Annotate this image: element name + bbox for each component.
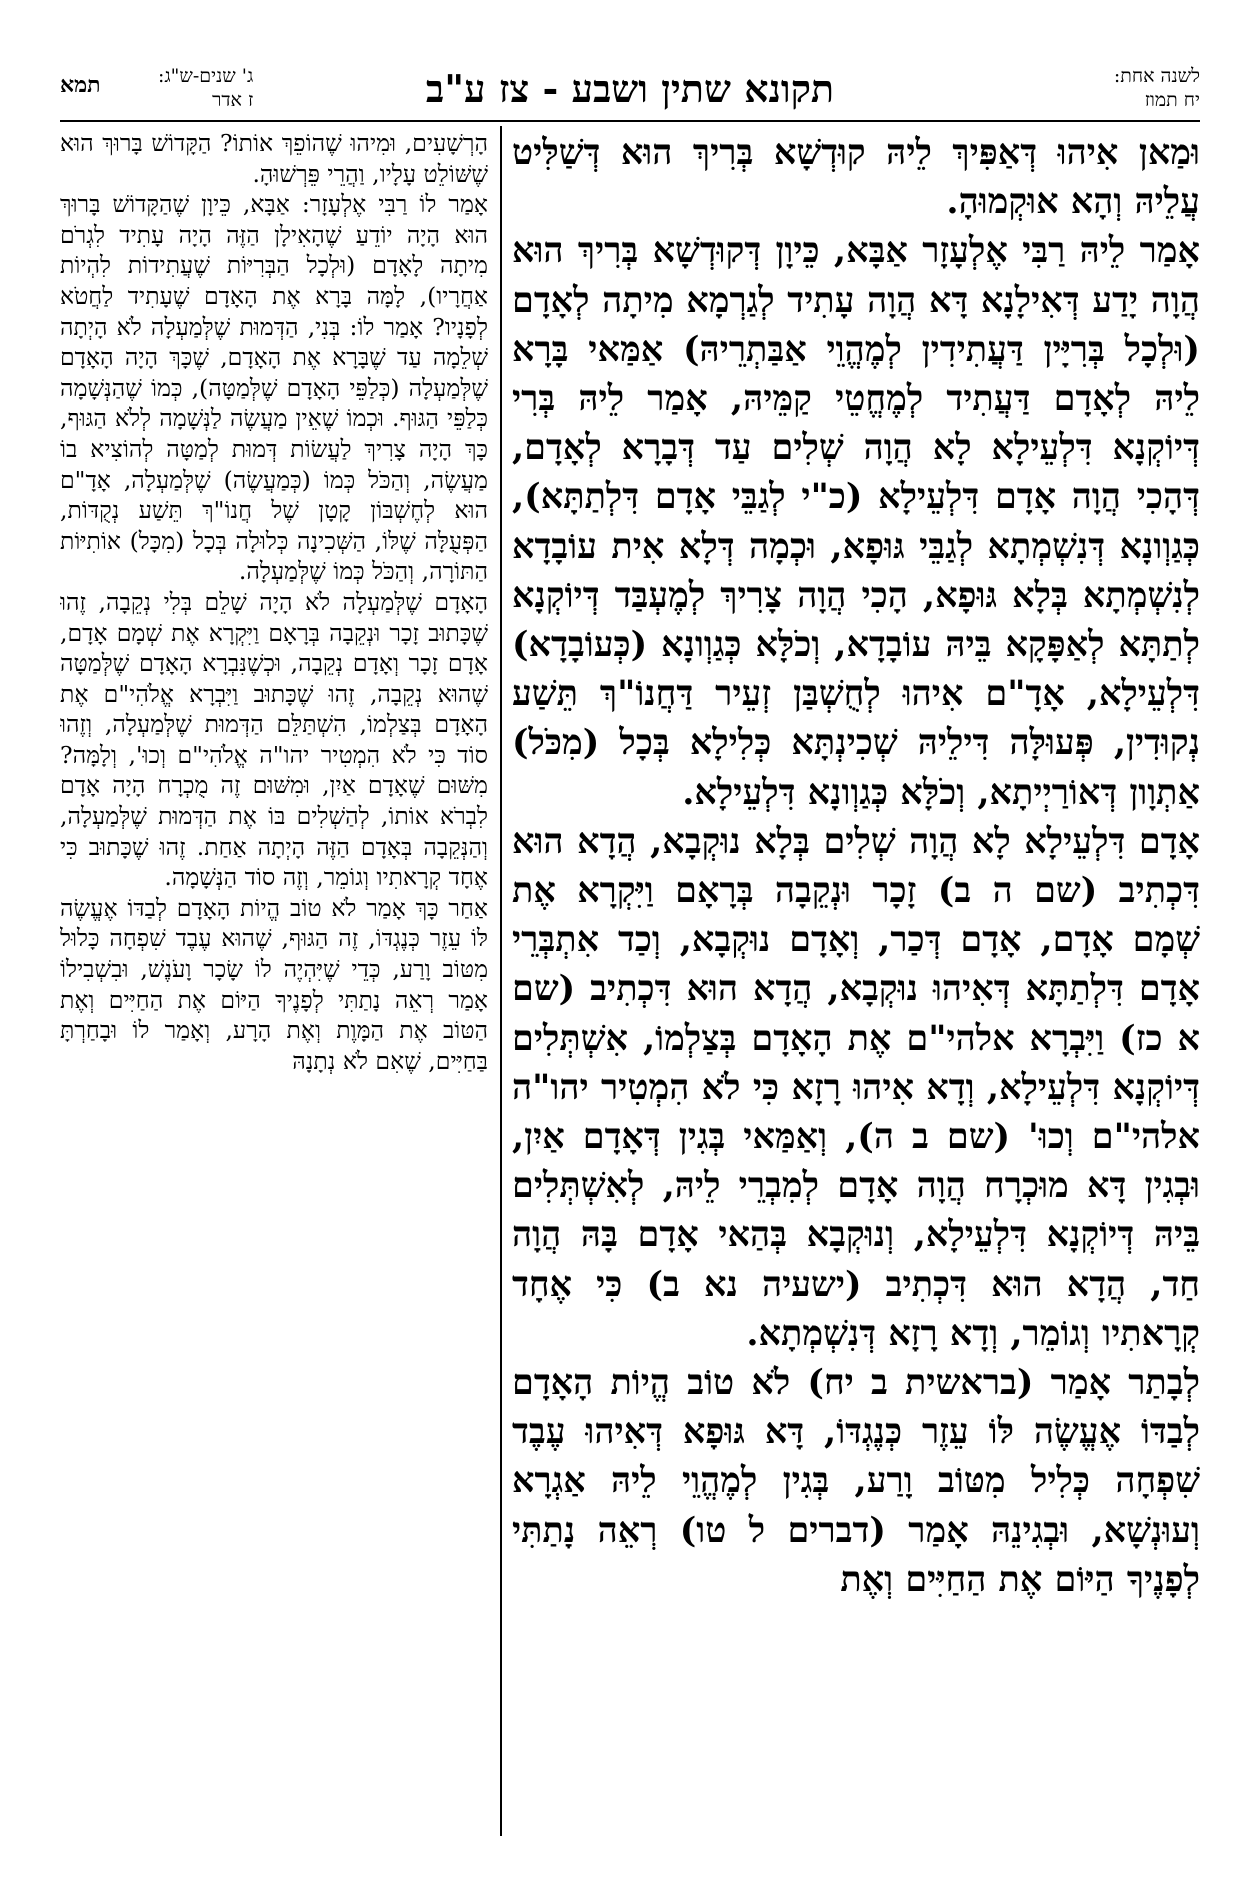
main-paragraph-4: לְבָתַר אָמַר (בראשית ב יח) לֹא טוֹב הֱיוֹת הָאָדָם לְבַדּוֹ אֶעֱשֶׂה לּוֹ עֵזֶר כְּנֶגְדּוֹ, דָּא גּוּפָא דְּאִיהוּ עֶבֶד שִׁפְחָה כְּלִיל מִטּוֹב וָרַע, בְּגִין לְמֶהֱוֵי לֵיהּ אַגְרָא וְעוּנְשָׁא, וּבְגִינֵהּ אָמַר (דברים ל טו) רְאֵה נָתַתִּי לְפָנֶיךָ הַיּוֹם אֶת הַחַיִּים וְאֶת xyxy=(512,1362,1200,1600)
main-paragraph-2: אָמַר לֵיהּ רַבִּי אֶלְעָזָר אַבָּא, כֵּיוָן דְּקוּדְשָׁא בְּרִיךְ הוּא הֲוָה יָדַע דְּאִילָנָא דָּא הֲוָה עָתִיד לְגַרְמָא מִיתָה לְאָדָם (וּלְכָל בְּרִיָּין דַּעֲתִידִין לְמֶהֱוֵי אַבַּתְרֵיהּ) אַמַּאי בָּרָא לֵיהּ לְאָדָם דַּעֲתִיד לְמֶחֱטֵי קַמֵּיהּ, אָמַר לֵיהּ בְּרִי דְּיוֹקְנָא דִּלְעֵילָא לָא הֲוָה שְׁלִים עַד דְּבָרָא לְאָדָם, דְּהָכִי הֲוָה אָדָם דִּלְעֵילָא (כ"י לְגַבֵּי אָדָם דִּלְתַתָּא), כְּגַוְונָא דְּנִשְׁמְתָא לְגַבֵּי גּוּפָא, וּכְמָה דְּלָא אִית עוֹבָדָא לְנִשְׁמְתָא בְּלָא גּוּפָא, הָכִי הֲוָה צָרִיךְ לְמֶעְבַּד דְּיוֹקְנָא לְתַתָּא לְאַפָּקָא בֵּיהּ עוֹבָדָא, וְכֹלָּא כְּגַוְונָא (כְּעוֹבָדָא) דִּלְעֵילָא, אָדָ"ם אִיהוּ לְחֻשְׁבַּן זְעֵיר דַּחֲנוֹ"ךְ תֵּשַׁע נְקוּדִין, פְּעוּלָּה דִּילֵיהּ שְׁכִינְתָּא כְּלִילָא בְּכָל (מִכֹּל) אַתְוָון דְּאוֹרַיְיתָא, וְכֹלָּא כְּגַוְונָא דִּלְעֵילָא. xyxy=(512,230,1200,813)
three-years-date: ז אדר xyxy=(212,89,254,111)
side-paragraph-3: הָאָדָם שֶׁלְּמַעְלָה לֹא הָיָה שָׁלֵם בְּלִי נְקֵבָה, זֶהוּ שֶׁכָּתוּב זָכָר וּנְקֵבָה בְּרָאָם וַיִּקְרָא אֶת שְׁמָם אָדָם, אָדָם זָכָר וְאָדָם נְקֵבָה, וּכְשֶׁנִּבְרָא הָאָדָם שֶׁלְּמַטָּה שֶׁהוּא נְקֵבָה, זֶהוּ שֶׁכָּתוּב וַיִּבְרָא אֱלֹהִי"ם אֶת הָאָדָם בְּצַלְמוֹ, הִשְׁתַּלֵּם הַדְּמוּת שֶׁלְּמַעְלָה, וְזֶהוּ סוֹד כִּי לֹא הִמְטִיר יהו"ה אֱלֹהִי"ם וְכוּ', וְלָמָּה? מִשּׁוּם שֶׁאָדָם אַיִן, וּמִשּׁוּם זֶה מֻכְרָח הָיָה אָדָם לִבְרֹא אוֹתוֹ, לְהַשְׁלִים בּוֹ אֶת הַדְּמוּת שֶׁלְּמַעְלָה, וְהַנְּקֵבָה בְּאָדָם הַזֶּה הָיְתָה אַחַת. זֶהוּ שֶׁכָּתוּב כִּי אֶחָד קְרָאתִיו וְגוֹמֵר, וְזֶה סוֹד הַנְּשָׁמָה. xyxy=(60,587,488,892)
aramaic-main-column xyxy=(512,128,1200,1833)
side-paragraph-1: הָרְשָׁעִים, וּמִיהוּ שֶׁהוֹפֵךְ אוֹתוֹ? הַקָּדוֹשׁ בָּרוּךְ הוּא שֶׁשּׁוֹלֵט עָלָיו, וַהֲרֵי פֵּרְשׁוּהָ. xyxy=(60,129,488,188)
header-rule xyxy=(60,120,1200,122)
page-number-label: תמא xyxy=(60,72,101,98)
main-paragraph-3: אָדָם דִּלְעֵילָא לָא הֲוָה שְׁלִים בְּלָא נוּקְבָא, הֲדָא הוּא דִּכְתִיב (שם ה ב) זָכָר וּנְקֵבָה בְּרָאָם וַיִּקְרָא אֶת שְׁמָם אָדָם, אָדָם דְּכַר, וְאָדָם נוּקְבָא, וְכַד אִתְבְּרֵי אָדָם דִּלְתַתָּא דְּאִיהוּ נוּקְבָא, הֲדָא הוּא דִּכְתִיב (שם א כז) וַיִּבְרָא אלהי"ם אֶת הָאָדָם בְּצַלְמוֹ, אִשְׁתְּלִים דְּיוֹקְנָא דִּלְעֵילָא, וְדָא אִיהוּ רָזָא כִּי לֹא הִמְטִיר יהו"ה אלהי"ם וְכוּ' (שם ב ה), וְאַמַּאי בְּגִין דְּאָדָם אַיִן, וּבְגִין דָּא מוּכְרָח הֲוָה אָדָם לְמִבְרֵי לֵיהּ, לְאִשְׁתְּלִים בֵּיהּ דְּיוֹקְנָא דִּלְעֵילָא, וְנוּקְבָא בְּהַאי אָדָם בָּהּ הֲוָה חַד, הֲדָא הוּא דִּכְתִיב (ישעיה נא ב) כִּי אֶחָד קְרָאתִיו וְגוֹמֵר, וְדָא רָזָא דְּנִשְׁמְתָא. xyxy=(512,820,1200,1354)
main-paragraph-1: וּמַאן אִיהוּ דְּאַפִּיךְ לֵיהּ קוּדְשָׁא בְּרִיךְ הוּא דְּשַׁלִּיט עֲלֵיהּ וְהָא אוּקְמוּהָ. xyxy=(512,132,1200,223)
one-year-date: יח תמוז xyxy=(1144,89,1200,111)
side-paragraph-2: אָמַר לוֹ רַבִּי אֶלְעָזָר: אַבָּא, כֵּיוָן שֶׁהַקָּדוֹשׁ בָּרוּךְ הוּא הָיָה יוֹדֵעַ שֶׁהָאִילָן הַזֶּה הָיָה עָתִיד לִגְרֹם מִיתָה לָאָדָם (וּלְכָל הַבְּרִיּוֹת שֶׁעֲתִידוֹת לִהְיוֹת אַחֲרָיו), לָמָּה בָּרָא אֶת הָאָדָם שֶׁעָתִיד לַחֲטֹא לְפָנָיו? אָמַר לוֹ: בְּנִי, הַדְּמוּת שֶׁלְּמַעְלָה לֹא הָיְתָה שְׁלֵמָה עַד שֶׁבָּרָא אֶת הָאָדָם, שֶׁכָּךְ הָיָה הָאָדָם שֶׁלְּמַעְלָה (כְּלַפֵּי הָאָדָם שֶׁלְּמַטָּה), כְּמוֹ שֶׁהַנְּשָׁמָה כְּלַפֵּי הַגּוּף. וּכְמוֹ שֶׁאֵין מַעֲשֶׂה לַנְּשָׁמָה לְלֹא הַגּוּף, כָּךְ הָיָה צָרִיךְ לַעֲשׂוֹת דְּמוּת לְמַטָּה לְהוֹצִיא בוֹ מַעֲשֶׂה, וְהַכֹּל כְּמוֹ (כְּמַעֲשֶׂה) שֶׁלְּמַעְלָה, אָדָ"ם הוּא לְחֶשְׁבּוֹן קָטָן שֶׁל חֲנוֹ"ךְ תֵּשַׁע נְקֻדּוֹת, הַפְּעֻלָּה שֶׁלּוֹ, הַשְּׁכִינָה כְּלוּלָה בְּכָל (מִכָּל) אוֹתִיּוֹת הַתּוֹרָה, וְהַכֹּל כְּמוֹ שֶׁלְּמַעְלָה. xyxy=(60,190,488,586)
column-divider xyxy=(500,126,502,1836)
page-header xyxy=(60,64,1200,116)
side-paragraph-4: אַחַר כָּךְ אָמַר לֹא טוֹב הֱיוֹת הָאָדָם לְבַדּוֹ אֶעֱשֶׂה לּוֹ עֵזֶר כְּנֶגְדּוֹ, זֶה הַגּוּף, שֶׁהוּא עֶבֶד שִׁפְחָה כָּלוּל מִטּוֹב וָרַע, כְּדֵי שֶׁיִּהְיֶה לוֹ שָׂכָר וָעֹנֶשׁ, וּבִשְׁבִילוֹ אָמַר רְאֵה נָתַתִּי לְפָנֶיךָ הַיּוֹם אֶת הַחַיִּים וְאֶת הַטּוֹב אֶת הַמָּוֶת וְאֶת הָרָע, וְאָמַר לוֹ וּבָחַרְתָּ בַּחַיִּים, שֶׁאִם לֹא נְתָנָהּ xyxy=(60,893,488,1075)
three-years-label: ג' שנים-ש"ג: xyxy=(158,65,254,87)
page-title: תקונא שתין ושבע - צז ע"ב xyxy=(425,66,835,111)
hebrew-translation-column xyxy=(60,128,488,1833)
header-left-schedule xyxy=(158,64,253,112)
one-year-label: לשנה אחת: xyxy=(1113,65,1200,87)
